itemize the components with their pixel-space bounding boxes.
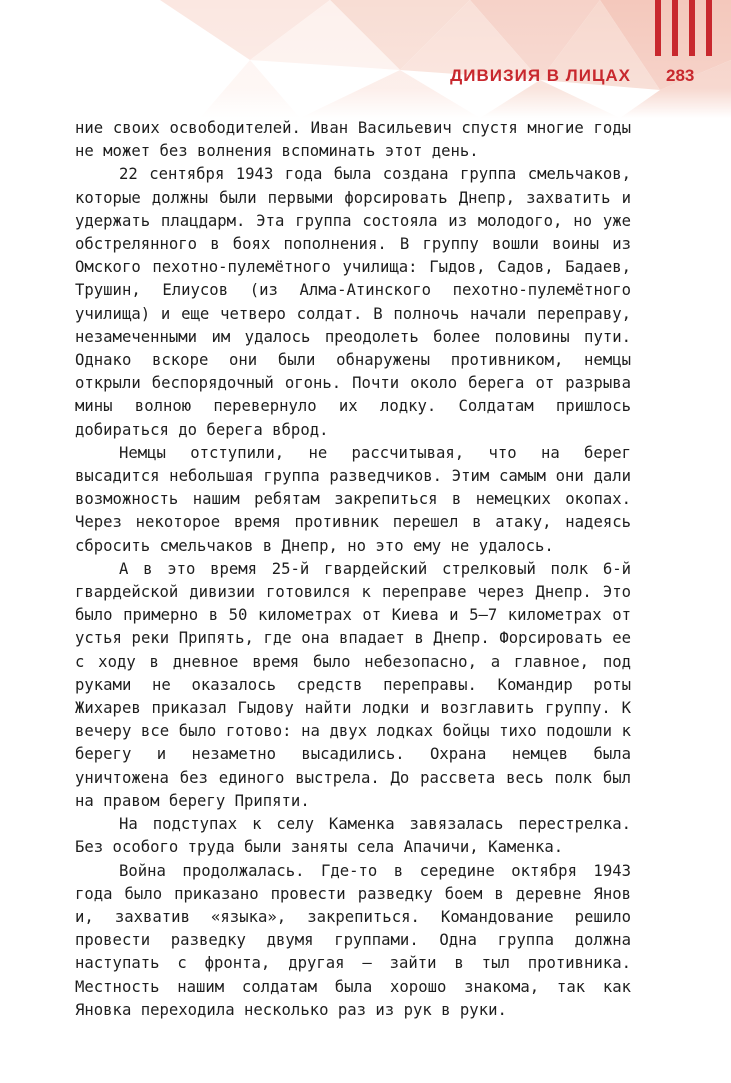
section-title: ДИВИЗИЯ В ЛИЦАХ (450, 66, 631, 85)
stripe-3 (689, 0, 695, 56)
paragraph: Война продолжалась. Где-то в середине октября 1943 года было приказано провести разведку боем в деревне Янов и, захватив «языка», закрепиться. Командование решило провести разведку двумя группами. Одна группа должна наступать с фронта, другая — зайти в тыл противника. Местность нашим солдатам была хорошо знакома, так как Яновка переходила несколько раз из рук в руки. (75, 861, 631, 1019)
stripe-2 (672, 0, 678, 56)
page-number: 283 (666, 66, 695, 85)
header-decoration (0, 0, 731, 118)
paragraph: А в это время 25-й гвардейский стрелковый полк 6-й гвардейской дивизии готовился к переправе через Днепр. Это было примерно в 50 километрах от Киева и 5–7 километрах от устья реки Припять, где она впадает в Днепр. Форсировать ее с ходу в дневное время было небезопасно, а главное, под руками не оказалось средств переправы. Командир роты Жихарев приказал Гыдову найти лодки и возглавить группу. К вечеру все было готово: на двух лодках бойцы тихо подошли к берегу и незаметно высадились. Охрана немцев была уничтожена без единого выстрела. До рассвета весь полк был на правом берегу Припяти. (75, 559, 631, 810)
paragraph: 22 сентября 1943 года была создана группа смельчаков, которые должны были первыми форсировать Днепр, захватить и удержать плацдарм. Эта группа состояла из молодого, но уже обстрелянного в боях пополнения. В группу вошли воины из Омского пехотно-пулемётного училища: Гыдов, Садов, Бадаев, Трушин, Елиусов (из Алма-Атинского пехотно-пулемётного училища) и еще четверо солдат. В полночь начали переправу, незамеченными им удалось преодолеть более половины пути. Однако вскоре они были обнаружены противником, немцы открыли беспорядочный огонь. Почти около берега от разрыва мины волною перевернуло их лодку. Солдатам пришлось добираться до берега вброд. (75, 165, 631, 439)
stripe-4 (706, 0, 712, 56)
paragraph: На подступах к селу Каменка завязалась перестрелка. Без особого труда были заняты села Апачичи, Каменка. (75, 815, 631, 857)
main-text (75, 117, 631, 1022)
paragraph: Немцы отступили, не рассчитывая, что на берег высадится небольшая группа разведчиков. Этим самым они дали возможность нашим ребятам закрепиться в немецких окопах. Через некоторое время противник перешел в атаку, надеясь сбросить смельчаков в Днепр, но это ему не удалось. (75, 443, 631, 555)
stripe-1 (655, 0, 661, 56)
header-polygon-pattern (0, 0, 731, 118)
paragraph: ние своих освободителей. Иван Васильевич спустя многие годы не может без волнения вспоминать этот день. (75, 119, 631, 161)
